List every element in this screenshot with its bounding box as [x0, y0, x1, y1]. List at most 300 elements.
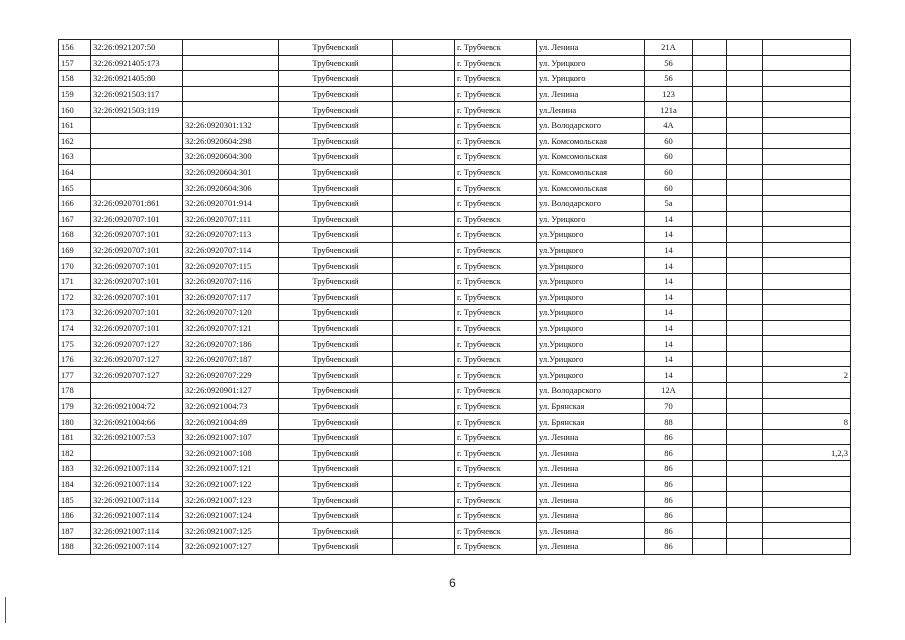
street-cell: ул. Ленина [537, 539, 645, 555]
cadastral-number-cell: 32:26:0921007:114 [91, 507, 183, 523]
settlement-cell [393, 117, 455, 133]
row-number-cell: 159 [59, 86, 91, 102]
district-cell: Трубчевский [279, 180, 393, 196]
street-cell: ул. Ленина [537, 86, 645, 102]
structure-cell [727, 195, 763, 211]
object-cadastral-cell: 32:26:0920707:113 [183, 227, 279, 243]
settlement-cell [393, 289, 455, 305]
row-number-cell: 181 [59, 429, 91, 445]
city-cell: г. Трубчевск [455, 445, 537, 461]
row-number-cell: 176 [59, 351, 91, 367]
city-cell: г. Трубчевск [455, 164, 537, 180]
street-cell: ул. Комсомольская [537, 180, 645, 196]
building-cell [693, 289, 727, 305]
city-cell: г. Трубчевск [455, 180, 537, 196]
row-number-cell: 187 [59, 523, 91, 539]
settlement-cell [393, 211, 455, 227]
cadastral-number-cell: 32:26:0920701:861 [91, 195, 183, 211]
district-cell: Трубчевский [279, 227, 393, 243]
object-cadastral-cell: 32:26:0920604:301 [183, 164, 279, 180]
settlement-cell [393, 242, 455, 258]
row-number-cell: 166 [59, 195, 91, 211]
row-number-cell: 173 [59, 305, 91, 321]
city-cell: г. Трубчевск [455, 336, 537, 352]
city-cell: г. Трубчевск [455, 227, 537, 243]
district-cell: Трубчевский [279, 383, 393, 399]
apartment-cell [763, 117, 851, 133]
building-cell [693, 195, 727, 211]
apartment-cell [763, 273, 851, 289]
row-number-cell: 182 [59, 445, 91, 461]
district-cell: Трубчевский [279, 164, 393, 180]
street-cell: ул. Комсомольская [537, 133, 645, 149]
structure-cell [727, 86, 763, 102]
city-cell: г. Трубчевск [455, 86, 537, 102]
house-number-cell: 86 [645, 492, 693, 508]
table-row [59, 211, 851, 227]
building-cell [693, 351, 727, 367]
cadastral-number-cell: 32:26:0920707:101 [91, 305, 183, 321]
object-cadastral-cell: 32:26:0921004:73 [183, 398, 279, 414]
table-row [59, 55, 851, 71]
district-cell: Трубчевский [279, 40, 393, 56]
apartment-cell [763, 86, 851, 102]
apartment-cell [763, 71, 851, 87]
settlement-cell [393, 507, 455, 523]
structure-cell [727, 149, 763, 165]
street-cell: ул. Комсомольская [537, 149, 645, 165]
district-cell: Трубчевский [279, 461, 393, 477]
structure-cell [727, 133, 763, 149]
street-cell: ул. Ленина [537, 40, 645, 56]
apartment-cell [763, 258, 851, 274]
city-cell: г. Трубчевск [455, 133, 537, 149]
structure-cell [727, 336, 763, 352]
table-row [59, 180, 851, 196]
district-cell: Трубчевский [279, 492, 393, 508]
apartment-cell: 8 [763, 414, 851, 430]
cadastral-number-cell: 32:26:0920707:101 [91, 242, 183, 258]
table-row [59, 164, 851, 180]
city-cell: г. Трубчевск [455, 289, 537, 305]
cadastral-number-cell: 32:26:0921503:119 [91, 102, 183, 118]
cadastral-number-cell: 32:26:0921004:72 [91, 398, 183, 414]
house-number-cell: 14 [645, 320, 693, 336]
row-number-cell: 160 [59, 102, 91, 118]
building-cell [693, 211, 727, 227]
row-number-cell: 161 [59, 117, 91, 133]
street-cell: ул. Володарского [537, 117, 645, 133]
settlement-cell [393, 383, 455, 399]
object-cadastral-cell: 32:26:0921007:121 [183, 461, 279, 477]
street-cell: ул.Урицкого [537, 227, 645, 243]
row-number-cell: 179 [59, 398, 91, 414]
house-number-cell: 60 [645, 149, 693, 165]
building-cell [693, 476, 727, 492]
settlement-cell [393, 55, 455, 71]
object-cadastral-cell: 32:26:0920707:121 [183, 320, 279, 336]
object-cadastral-cell [183, 86, 279, 102]
building-cell [693, 429, 727, 445]
object-cadastral-cell: 32:26:0921007:108 [183, 445, 279, 461]
house-number-cell: 60 [645, 133, 693, 149]
city-cell: г. Трубчевск [455, 414, 537, 430]
settlement-cell [393, 351, 455, 367]
district-cell: Трубчевский [279, 133, 393, 149]
city-cell: г. Трубчевск [455, 398, 537, 414]
building-cell [693, 539, 727, 555]
object-cadastral-cell: 32:26:0920707:186 [183, 336, 279, 352]
table-row [59, 305, 851, 321]
city-cell: г. Трубчевск [455, 211, 537, 227]
cadastral-number-cell: 32:26:0920707:101 [91, 289, 183, 305]
building-cell [693, 414, 727, 430]
table-row [59, 383, 851, 399]
object-cadastral-cell: 32:26:0921007:123 [183, 492, 279, 508]
object-cadastral-cell: 32:26:0920604:298 [183, 133, 279, 149]
row-number-cell: 168 [59, 227, 91, 243]
house-number-cell: 21А [645, 40, 693, 56]
city-cell: г. Трубчевск [455, 351, 537, 367]
building-cell [693, 117, 727, 133]
apartment-cell [763, 523, 851, 539]
cadastral-number-cell: 32:26:0921007:114 [91, 476, 183, 492]
building-cell [693, 149, 727, 165]
structure-cell [727, 258, 763, 274]
city-cell: г. Трубчевск [455, 476, 537, 492]
apartment-cell [763, 55, 851, 71]
street-cell: ул.Урицкого [537, 351, 645, 367]
street-cell: ул.Урицкого [537, 367, 645, 383]
street-cell: ул. Ленина [537, 492, 645, 508]
cadastral-number-cell: 32:26:0920707:101 [91, 227, 183, 243]
table-row [59, 71, 851, 87]
cadastral-number-cell [91, 117, 183, 133]
settlement-cell [393, 398, 455, 414]
row-number-cell: 169 [59, 242, 91, 258]
structure-cell [727, 367, 763, 383]
district-cell: Трубчевский [279, 320, 393, 336]
building-cell [693, 383, 727, 399]
street-cell: ул. Урицкого [537, 71, 645, 87]
district-cell: Трубчевский [279, 55, 393, 71]
street-cell: ул.Урицкого [537, 273, 645, 289]
city-cell: г. Трубчевск [455, 71, 537, 87]
settlement-cell [393, 305, 455, 321]
table-row [59, 414, 851, 430]
city-cell: г. Трубчевск [455, 461, 537, 477]
row-number-cell: 165 [59, 180, 91, 196]
object-cadastral-cell [183, 71, 279, 87]
row-number-cell: 172 [59, 289, 91, 305]
object-cadastral-cell: 32:26:0921007:127 [183, 539, 279, 555]
apartment-cell [763, 305, 851, 321]
object-cadastral-cell: 32:26:0920707:115 [183, 258, 279, 274]
page-number: 6 [449, 576, 456, 590]
object-cadastral-cell: 32:26:0920707:229 [183, 367, 279, 383]
structure-cell [727, 429, 763, 445]
apartment-cell [763, 492, 851, 508]
apartment-cell [763, 195, 851, 211]
structure-cell [727, 55, 763, 71]
district-cell: Трубчевский [279, 289, 393, 305]
house-number-cell: 14 [645, 258, 693, 274]
cadastral-number-cell: 32:26:0921007:53 [91, 429, 183, 445]
city-cell: г. Трубчевск [455, 242, 537, 258]
settlement-cell [393, 492, 455, 508]
building-cell [693, 40, 727, 56]
cadastral-number-cell: 32:26:0921007:114 [91, 539, 183, 555]
settlement-cell [393, 429, 455, 445]
street-cell: ул.Урицкого [537, 336, 645, 352]
district-cell: Трубчевский [279, 102, 393, 118]
building-cell [693, 71, 727, 87]
city-cell: г. Трубчевск [455, 102, 537, 118]
city-cell: г. Трубчевск [455, 117, 537, 133]
street-cell: ул.Урицкого [537, 242, 645, 258]
row-number-cell: 156 [59, 40, 91, 56]
settlement-cell [393, 476, 455, 492]
settlement-cell [393, 40, 455, 56]
cadastral-number-cell: 32:26:0921405:173 [91, 55, 183, 71]
district-cell: Трубчевский [279, 476, 393, 492]
settlement-cell [393, 133, 455, 149]
building-cell [693, 398, 727, 414]
object-cadastral-cell: 32:26:0920701:914 [183, 195, 279, 211]
district-cell: Трубчевский [279, 445, 393, 461]
structure-cell [727, 383, 763, 399]
house-number-cell: 5а [645, 195, 693, 211]
object-cadastral-cell: 32:26:0921004:89 [183, 414, 279, 430]
settlement-cell [393, 71, 455, 87]
row-number-cell: 178 [59, 383, 91, 399]
district-cell: Трубчевский [279, 507, 393, 523]
city-cell: г. Трубчевск [455, 383, 537, 399]
cadastral-number-cell: 32:26:0921503:117 [91, 86, 183, 102]
building-cell [693, 445, 727, 461]
table-row [59, 117, 851, 133]
apartment-cell: 2 [763, 367, 851, 383]
table-row [59, 133, 851, 149]
apartment-cell [763, 180, 851, 196]
building-cell [693, 273, 727, 289]
house-number-cell: 14 [645, 227, 693, 243]
cadastral-number-cell: 32:26:0921207:50 [91, 40, 183, 56]
building-cell [693, 336, 727, 352]
district-cell: Трубчевский [279, 351, 393, 367]
row-number-cell: 164 [59, 164, 91, 180]
structure-cell [727, 414, 763, 430]
settlement-cell [393, 258, 455, 274]
cadastral-number-cell: 32:26:0921007:114 [91, 492, 183, 508]
apartment-cell [763, 539, 851, 555]
apartment-cell [763, 351, 851, 367]
street-cell: ул. Ленина [537, 461, 645, 477]
apartment-cell [763, 398, 851, 414]
street-cell: ул. Ленина [537, 507, 645, 523]
settlement-cell [393, 195, 455, 211]
table-row [59, 242, 851, 258]
cadastral-number-cell: 32:26:0920707:127 [91, 336, 183, 352]
row-number-cell: 184 [59, 476, 91, 492]
structure-cell [727, 305, 763, 321]
city-cell: г. Трубчевск [455, 367, 537, 383]
house-number-cell: 123 [645, 86, 693, 102]
city-cell: г. Трубчевск [455, 55, 537, 71]
street-cell: ул.Урицкого [537, 320, 645, 336]
object-cadastral-cell: 32:26:0920707:120 [183, 305, 279, 321]
cadastral-number-cell: 32:26:0921007:114 [91, 523, 183, 539]
city-cell: г. Трубчевск [455, 429, 537, 445]
table-row [59, 149, 851, 165]
city-cell: г. Трубчевск [455, 507, 537, 523]
object-cadastral-cell: 32:26:0920707:117 [183, 289, 279, 305]
district-cell: Трубчевский [279, 398, 393, 414]
structure-cell [727, 398, 763, 414]
house-number-cell: 14 [645, 289, 693, 305]
house-number-cell: 56 [645, 71, 693, 87]
district-cell: Трубчевский [279, 149, 393, 165]
table-row [59, 320, 851, 336]
row-number-cell: 174 [59, 320, 91, 336]
street-cell: ул.Урицкого [537, 258, 645, 274]
registry-table [58, 39, 851, 555]
building-cell [693, 507, 727, 523]
house-number-cell: 14 [645, 336, 693, 352]
house-number-cell: 86 [645, 429, 693, 445]
street-cell: ул.Урицкого [537, 305, 645, 321]
row-number-cell: 163 [59, 149, 91, 165]
object-cadastral-cell: 32:26:0920604:300 [183, 149, 279, 165]
row-number-cell: 185 [59, 492, 91, 508]
cadastral-number-cell: 32:26:0920707:101 [91, 258, 183, 274]
house-number-cell: 14 [645, 242, 693, 258]
house-number-cell: 14 [645, 351, 693, 367]
district-cell: Трубчевский [279, 523, 393, 539]
house-number-cell: 14 [645, 367, 693, 383]
settlement-cell [393, 523, 455, 539]
cadastral-number-cell: 32:26:0920707:127 [91, 367, 183, 383]
row-number-cell: 177 [59, 367, 91, 383]
building-cell [693, 320, 727, 336]
street-cell: ул. Брянская [537, 414, 645, 430]
apartment-cell [763, 133, 851, 149]
city-cell: г. Трубчевск [455, 195, 537, 211]
house-number-cell: 14 [645, 211, 693, 227]
structure-cell [727, 523, 763, 539]
building-cell [693, 55, 727, 71]
street-cell: ул. Володарского [537, 195, 645, 211]
table-row [59, 461, 851, 477]
building-cell [693, 102, 727, 118]
street-cell: ул.Ленина [537, 102, 645, 118]
structure-cell [727, 273, 763, 289]
house-number-cell: 88 [645, 414, 693, 430]
structure-cell [727, 351, 763, 367]
city-cell: г. Трубчевск [455, 149, 537, 165]
structure-cell [727, 289, 763, 305]
apartment-cell [763, 289, 851, 305]
city-cell: г. Трубчевск [455, 40, 537, 56]
house-number-cell: 14 [645, 273, 693, 289]
settlement-cell [393, 164, 455, 180]
street-cell: ул. Володарского [537, 383, 645, 399]
district-cell: Трубчевский [279, 242, 393, 258]
city-cell: г. Трубчевск [455, 320, 537, 336]
row-number-cell: 180 [59, 414, 91, 430]
row-number-cell: 175 [59, 336, 91, 352]
apartment-cell [763, 429, 851, 445]
structure-cell [727, 539, 763, 555]
settlement-cell [393, 320, 455, 336]
cadastral-number-cell: 32:26:0920707:101 [91, 273, 183, 289]
table-row [59, 102, 851, 118]
house-number-cell: 86 [645, 461, 693, 477]
building-cell [693, 305, 727, 321]
object-cadastral-cell: 32:26:0921007:122 [183, 476, 279, 492]
cadastral-number-cell: 32:26:0920707:127 [91, 351, 183, 367]
house-number-cell: 86 [645, 445, 693, 461]
district-cell: Трубчевский [279, 273, 393, 289]
street-cell: ул. Ленина [537, 476, 645, 492]
row-number-cell: 162 [59, 133, 91, 149]
building-cell [693, 227, 727, 243]
house-number-cell: 60 [645, 180, 693, 196]
house-number-cell: 12А [645, 383, 693, 399]
apartment-cell [763, 320, 851, 336]
row-number-cell: 186 [59, 507, 91, 523]
district-cell: Трубчевский [279, 305, 393, 321]
house-number-cell: 86 [645, 523, 693, 539]
street-cell: ул. Ленина [537, 523, 645, 539]
street-cell: ул. Брянская [537, 398, 645, 414]
district-cell: Трубчевский [279, 258, 393, 274]
table-row [59, 273, 851, 289]
object-cadastral-cell: 32:26:0920707:187 [183, 351, 279, 367]
city-cell: г. Трубчевск [455, 539, 537, 555]
settlement-cell [393, 227, 455, 243]
city-cell: г. Трубчевск [455, 273, 537, 289]
row-number-cell: 171 [59, 273, 91, 289]
street-cell: ул. Комсомольская [537, 164, 645, 180]
district-cell: Трубчевский [279, 367, 393, 383]
settlement-cell [393, 414, 455, 430]
structure-cell [727, 164, 763, 180]
cadastral-number-cell: 32:26:0921405:80 [91, 71, 183, 87]
building-cell [693, 523, 727, 539]
building-cell [693, 242, 727, 258]
apartment-cell [763, 507, 851, 523]
apartment-cell [763, 40, 851, 56]
cadastral-number-cell [91, 149, 183, 165]
apartment-cell [763, 242, 851, 258]
house-number-cell: 60 [645, 164, 693, 180]
district-cell: Трубчевский [279, 71, 393, 87]
table-row [59, 336, 851, 352]
settlement-cell [393, 180, 455, 196]
building-cell [693, 180, 727, 196]
object-cadastral-cell: 32:26:0920604:306 [183, 180, 279, 196]
object-cadastral-cell: 32:26:0920707:114 [183, 242, 279, 258]
table-row [59, 523, 851, 539]
table-row [59, 351, 851, 367]
street-cell: ул. Ленина [537, 445, 645, 461]
apartment-cell [763, 461, 851, 477]
settlement-cell [393, 539, 455, 555]
structure-cell [727, 40, 763, 56]
district-cell: Трубчевский [279, 414, 393, 430]
object-cadastral-cell: 32:26:0920707:116 [183, 273, 279, 289]
